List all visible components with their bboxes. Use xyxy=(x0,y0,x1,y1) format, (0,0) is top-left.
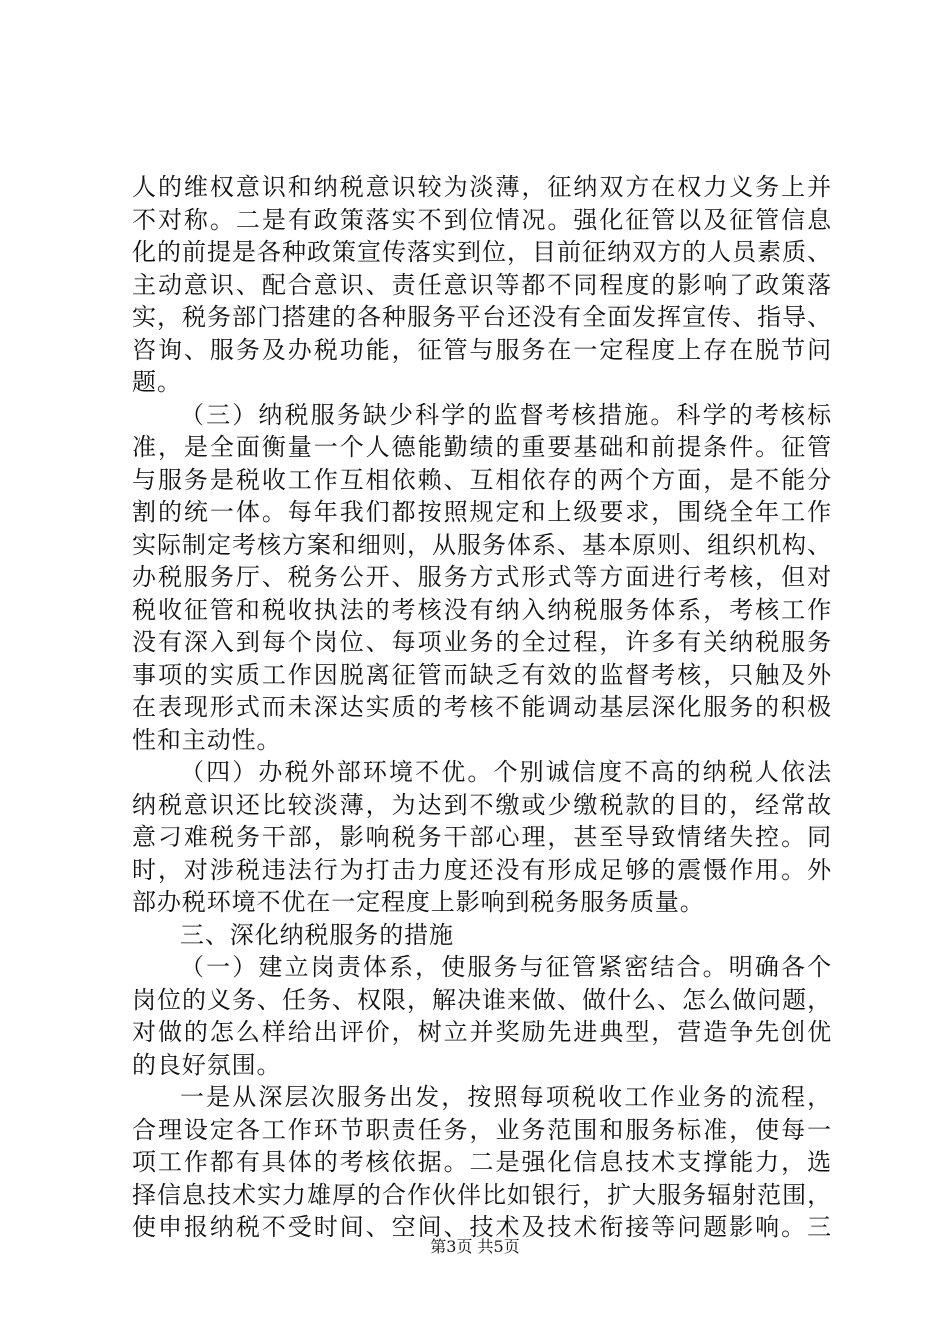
text-line: 税收征管和税收执法的考核没有纳入纳税服务体系，考核工作 xyxy=(132,595,832,624)
text-line: 割的统一体。每年我们都按照规定和上级要求，围绕全年工作 xyxy=(132,498,832,526)
text-line: 实际制定考核方案和细则，从服务体系、基本原则、组织机构、 xyxy=(132,530,832,559)
text-line: 的良好氛围。 xyxy=(132,1050,282,1079)
text-line: 使申报纳税不受时间、空间、技术及技术衔接等问题影响。三 xyxy=(132,1213,832,1241)
text-line: 办税服务厅、税务公开、服务方式形式等方面进行考核，但对 xyxy=(132,563,832,591)
text-line: 实，税务部门搭建的各种服务平台还没有全面发挥宣传、指导、 xyxy=(132,303,832,331)
text-line: 化的前提是各种政策宣传落实到位，目前征纳双方的人员素质、 xyxy=(132,238,832,266)
text-line: 不对称。二是有政策落实不到位情况。强化征管以及征管信息 xyxy=(132,205,832,234)
paragraph-heading-line: （四）办税外部环境不优。个别诚信度不高的纳税人依法 xyxy=(180,758,832,786)
text-line: 与服务是税收工作互相依赖、互相依存的两个方面，是不能分 xyxy=(132,465,832,494)
text-line: 主动意识、配合意识、责任意识等都不同程度的影响了政策落 xyxy=(132,270,832,299)
text-line: 择信息技术实力雄厚的合作伙伴比如银行，扩大服务辐射范围， xyxy=(132,1180,832,1209)
section-heading: 三、深化纳税服务的措施 xyxy=(180,920,454,949)
text-line: 人的维权意识和纳税意识较为淡薄，征纳双方在权力义务上并 xyxy=(132,173,832,201)
paragraph-heading-line: （三）纳税服务缺少科学的监督考核措施。科学的考核标 xyxy=(180,400,832,429)
text-line: 部办税环境不优在一定程度上影响到税务服务质量。 xyxy=(132,888,705,916)
paragraph-first-line: 一是从深层次服务出发，按照每项税收工作业务的流程， xyxy=(180,1083,832,1111)
text-line: 岗位的义务、任务、权限，解决谁来做、做什么、怎么做问题， xyxy=(132,985,832,1014)
paragraph-heading-line: （一）建立岗责体系，使服务与征管紧密结合。明确各个 xyxy=(180,953,832,981)
text-line: 没有深入到每个岗位、每项业务的全过程，许多有关纳税服务 xyxy=(132,628,832,656)
text-line: 咨询、服务及办税功能，征管与服务在一定程度上存在脱节问 xyxy=(132,335,832,364)
text-line: 对做的怎么样给出评价，树立并奖励先进典型，营造争先创优 xyxy=(132,1018,832,1046)
text-line: 性和主动性。 xyxy=(132,725,282,754)
text-line: 准，是全面衡量一个人德能勤绩的重要基础和前提条件。征管 xyxy=(132,433,832,461)
text-line: 项工作都有具体的考核依据。二是强化信息技术支撑能力，选 xyxy=(132,1148,832,1176)
text-line: 意刁难税务干部，影响税务干部心理，甚至导致情绪失控。同 xyxy=(132,823,832,851)
text-line: 事项的实质工作因脱离征管而缺乏有效的监督考核，只触及外 xyxy=(132,660,832,689)
text-line: 时，对涉税违法行为打击力度还没有形成足够的震慑作用。外 xyxy=(132,855,832,884)
text-line: 纳税意识还比较淡薄，为达到不缴或少缴税款的目的，经常故 xyxy=(132,790,832,819)
document-body xyxy=(132,171,832,1244)
text-line: 合理设定各工作环节职责任务，业务范围和服务标准，使每一 xyxy=(132,1115,832,1144)
page-number-footer: 第3页 共5页 xyxy=(430,1237,520,1256)
text-line: 题。 xyxy=(132,368,182,396)
text-line: 在表现形式而未深达实质的考核不能调动基层深化服务的积极 xyxy=(132,693,832,721)
